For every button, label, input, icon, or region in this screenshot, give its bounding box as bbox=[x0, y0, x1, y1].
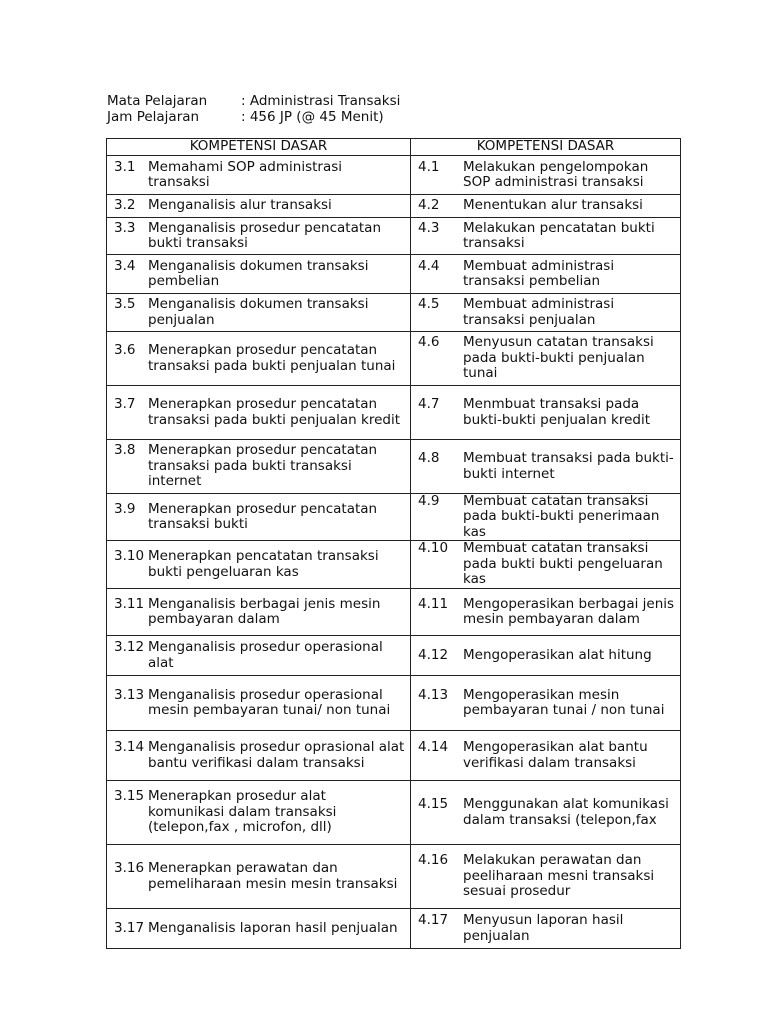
competency-text: Menerapkan prosedur alat komunikasi dalam transaksi (telepon,fax , microfon, dll) bbox=[148, 788, 337, 836]
competency-cell-3 bbox=[107, 909, 411, 949]
competency-number: 4.5 bbox=[418, 296, 440, 312]
competency-text: Mengoperasikan mesin pembayaran tunai / non tunai bbox=[463, 686, 665, 718]
competency-text: Membuat administrasi transaksi pembelian bbox=[463, 257, 615, 289]
table-row bbox=[107, 195, 681, 218]
competency-text: Menerapkan prosedur pencatatan transaksi bukti bbox=[148, 500, 378, 532]
competency-number: 3.6 bbox=[114, 342, 136, 358]
competency-cell-3 bbox=[107, 294, 411, 332]
competency-text: Menganalisis prosedur oprasional alat bantu verifikasi dalam transaksi bbox=[148, 739, 405, 771]
competency-text: Menganalisis alur transaksi bbox=[148, 197, 332, 214]
competency-cell-3 bbox=[107, 636, 411, 676]
competency-cell-3 bbox=[107, 218, 411, 255]
table-row bbox=[107, 781, 681, 845]
competency-text: Menerapkan prosedur pencatatan transaksi pada bukti transaksi internet bbox=[148, 442, 378, 490]
table-row bbox=[107, 156, 681, 195]
competency-text: Melakukan pencatatan bukti transaksi bbox=[463, 219, 655, 251]
competency-text: Menganalisis laporan hasil penjualan bbox=[148, 919, 398, 936]
competency-text: Menmbuat transaksi pada bukti-bukti penjualan kredit bbox=[463, 396, 651, 428]
subject-line bbox=[107, 93, 400, 109]
competency-cell-3 bbox=[107, 731, 411, 781]
competency-number: 3.8 bbox=[114, 442, 136, 459]
competency-cell-3 bbox=[107, 541, 411, 589]
competency-number: 3.10 bbox=[114, 548, 145, 564]
competency-number: 4.6 bbox=[418, 334, 440, 351]
table-row bbox=[107, 294, 681, 332]
competency-cell-4 bbox=[411, 541, 681, 589]
competency-cell-3 bbox=[107, 440, 411, 494]
competency-text: Memahami SOP administrasi transaksi bbox=[148, 158, 343, 190]
competency-cell-3 bbox=[107, 332, 411, 386]
competency-number: 4.3 bbox=[418, 219, 440, 236]
competency-number: 4.2 bbox=[418, 197, 440, 214]
table-row bbox=[107, 386, 681, 440]
table-row bbox=[107, 494, 681, 541]
table-header-row bbox=[107, 139, 681, 156]
competency-cell-4 bbox=[411, 255, 681, 294]
competency-text: Menerapkan prosedur pencatatan transaksi pada bukti penjualan tunai bbox=[148, 342, 396, 374]
competency-cell-4 bbox=[411, 909, 681, 949]
competency-number: 3.7 bbox=[114, 396, 136, 412]
hours-line bbox=[107, 109, 384, 125]
competency-text: Menyusun laporan hasil penjualan bbox=[463, 912, 624, 944]
competency-cell-4 bbox=[411, 845, 681, 909]
competency-text: Melakukan perawatan dan peeliharaan mesni transaksi sesuai prosedur bbox=[463, 852, 655, 900]
competency-text: Membuat catatan transaksi pada bukti-bukti penerimaan kas bbox=[463, 494, 660, 540]
competency-text: Menganalisis prosedur operasional mesin pembayaran tunai/ non tunai bbox=[148, 686, 391, 718]
competency-text: Mengoperasikan alat hitung bbox=[463, 646, 652, 663]
competency-number: 4.14 bbox=[418, 739, 449, 755]
competency-number: 4.11 bbox=[418, 595, 449, 612]
competency-text: Menerapkan pencatatan transaksi bukti pengeluaran kas bbox=[148, 548, 379, 580]
competency-number: 3.13 bbox=[114, 686, 145, 703]
competency-cell-3 bbox=[107, 156, 411, 195]
table-row bbox=[107, 332, 681, 386]
competency-number: 4.7 bbox=[418, 396, 440, 412]
competency-text: Mengoperasikan berbagai jenis mesin pembayaran dalam bbox=[463, 595, 675, 627]
competency-cell-3 bbox=[107, 195, 411, 218]
competency-text: Membuat transaksi pada bukti-bukti internet bbox=[463, 450, 674, 482]
competency-number: 3.12 bbox=[114, 639, 145, 655]
competency-text: Menganalisis berbagai jenis mesin pembayaran dalam bbox=[148, 595, 381, 627]
subject-label: Mata Pelajaran bbox=[107, 93, 208, 109]
competency-number: 4.12 bbox=[418, 646, 449, 663]
table-row bbox=[107, 440, 681, 494]
competency-cell-3 bbox=[107, 589, 411, 636]
column-header-left: KOMPETENSI DASAR bbox=[107, 139, 411, 156]
competency-table bbox=[106, 138, 681, 949]
table-row bbox=[107, 541, 681, 589]
competency-number: 3.2 bbox=[114, 197, 136, 214]
table-row bbox=[107, 845, 681, 909]
competency-text: Membuat catatan transaksi pada bukti bukti pengeluaran kas bbox=[463, 541, 663, 588]
competency-cell-3 bbox=[107, 781, 411, 845]
competency-cell-4 bbox=[411, 676, 681, 731]
table-row bbox=[107, 218, 681, 255]
competency-number: 3.1 bbox=[114, 158, 136, 175]
competency-cell-3 bbox=[107, 676, 411, 731]
competency-cell-4 bbox=[411, 294, 681, 332]
competency-cell-3 bbox=[107, 255, 411, 294]
competency-number: 4.10 bbox=[418, 541, 449, 557]
competency-number: 3.9 bbox=[114, 500, 136, 517]
competency-text: Menerapkan perawatan dan pemeliharaan mesin mesin transaksi bbox=[148, 860, 398, 892]
competency-number: 4.9 bbox=[418, 494, 440, 509]
competency-text: Menerapkan prosedur pencatatan transaksi pada bukti penjualan kredit bbox=[148, 396, 400, 428]
competency-cell-3 bbox=[107, 845, 411, 909]
competency-number: 4.17 bbox=[418, 912, 449, 928]
competency-number: 3.11 bbox=[114, 595, 145, 612]
hours-label: Jam Pelajaran bbox=[107, 109, 200, 125]
competency-cell-4 bbox=[411, 440, 681, 494]
competency-cell-4 bbox=[411, 386, 681, 440]
competency-text: Mengoperasikan alat bantu verifikasi dalam transaksi bbox=[463, 739, 648, 771]
competency-cell-4 bbox=[411, 195, 681, 218]
competency-text: Menentukan alur transaksi bbox=[463, 197, 643, 214]
competency-cell-4 bbox=[411, 156, 681, 195]
competency-number: 3.3 bbox=[114, 219, 136, 236]
table-row bbox=[107, 636, 681, 676]
competency-cell-4 bbox=[411, 332, 681, 386]
competency-number: 3.5 bbox=[114, 296, 136, 312]
competency-text: Menganalisis dokumen transaksi pembelian bbox=[148, 257, 369, 289]
table-row bbox=[107, 676, 681, 731]
competency-text: Melakukan pengelompokan SOP administrasi transaksi bbox=[463, 158, 649, 190]
competency-number: 4.4 bbox=[418, 257, 440, 274]
competency-text: Menganalisis dokumen transaksi penjualan bbox=[148, 296, 369, 328]
competency-cell-4 bbox=[411, 589, 681, 636]
competency-cell-4 bbox=[411, 731, 681, 781]
competency-text: Membuat administrasi transaksi penjualan bbox=[463, 296, 615, 328]
competency-cell-4 bbox=[411, 781, 681, 845]
competency-number: 4.1 bbox=[418, 158, 440, 175]
competency-number: 4.15 bbox=[418, 796, 449, 812]
column-header-right: KOMPETENSI DASAR bbox=[411, 139, 681, 156]
competency-cell-4 bbox=[411, 218, 681, 255]
competency-number: 3.14 bbox=[114, 739, 145, 755]
competency-number: 3.16 bbox=[114, 860, 145, 876]
competency-text: Menganalisis prosedur pencatatan bukti transaksi bbox=[148, 219, 381, 251]
competency-cell-3 bbox=[107, 386, 411, 440]
table-row bbox=[107, 909, 681, 949]
subject-value: : Administrasi Transaksi bbox=[241, 93, 401, 109]
competency-number: 3.15 bbox=[114, 788, 145, 805]
hours-value: : 456 JP (@ 45 Menit) bbox=[241, 109, 384, 125]
competency-number: 4.8 bbox=[418, 450, 440, 466]
competency-number: 4.16 bbox=[418, 852, 449, 869]
competency-text: Menyusun catatan transaksi pada bukti-bukti penjualan tunai bbox=[463, 334, 654, 382]
table-row bbox=[107, 589, 681, 636]
competency-text: Menganalisis prosedur operasional alat bbox=[148, 639, 383, 671]
table-row bbox=[107, 731, 681, 781]
competency-cell-3 bbox=[107, 494, 411, 541]
competency-text: Menggunakan alat komunikasi dalam transaksi (telepon,fax bbox=[463, 796, 669, 828]
competency-number: 3.4 bbox=[114, 257, 136, 274]
competency-number: 4.13 bbox=[418, 686, 449, 703]
table-row bbox=[107, 255, 681, 294]
competency-cell-4 bbox=[411, 494, 681, 541]
competency-number: 3.17 bbox=[114, 919, 145, 936]
competency-cell-4 bbox=[411, 636, 681, 676]
